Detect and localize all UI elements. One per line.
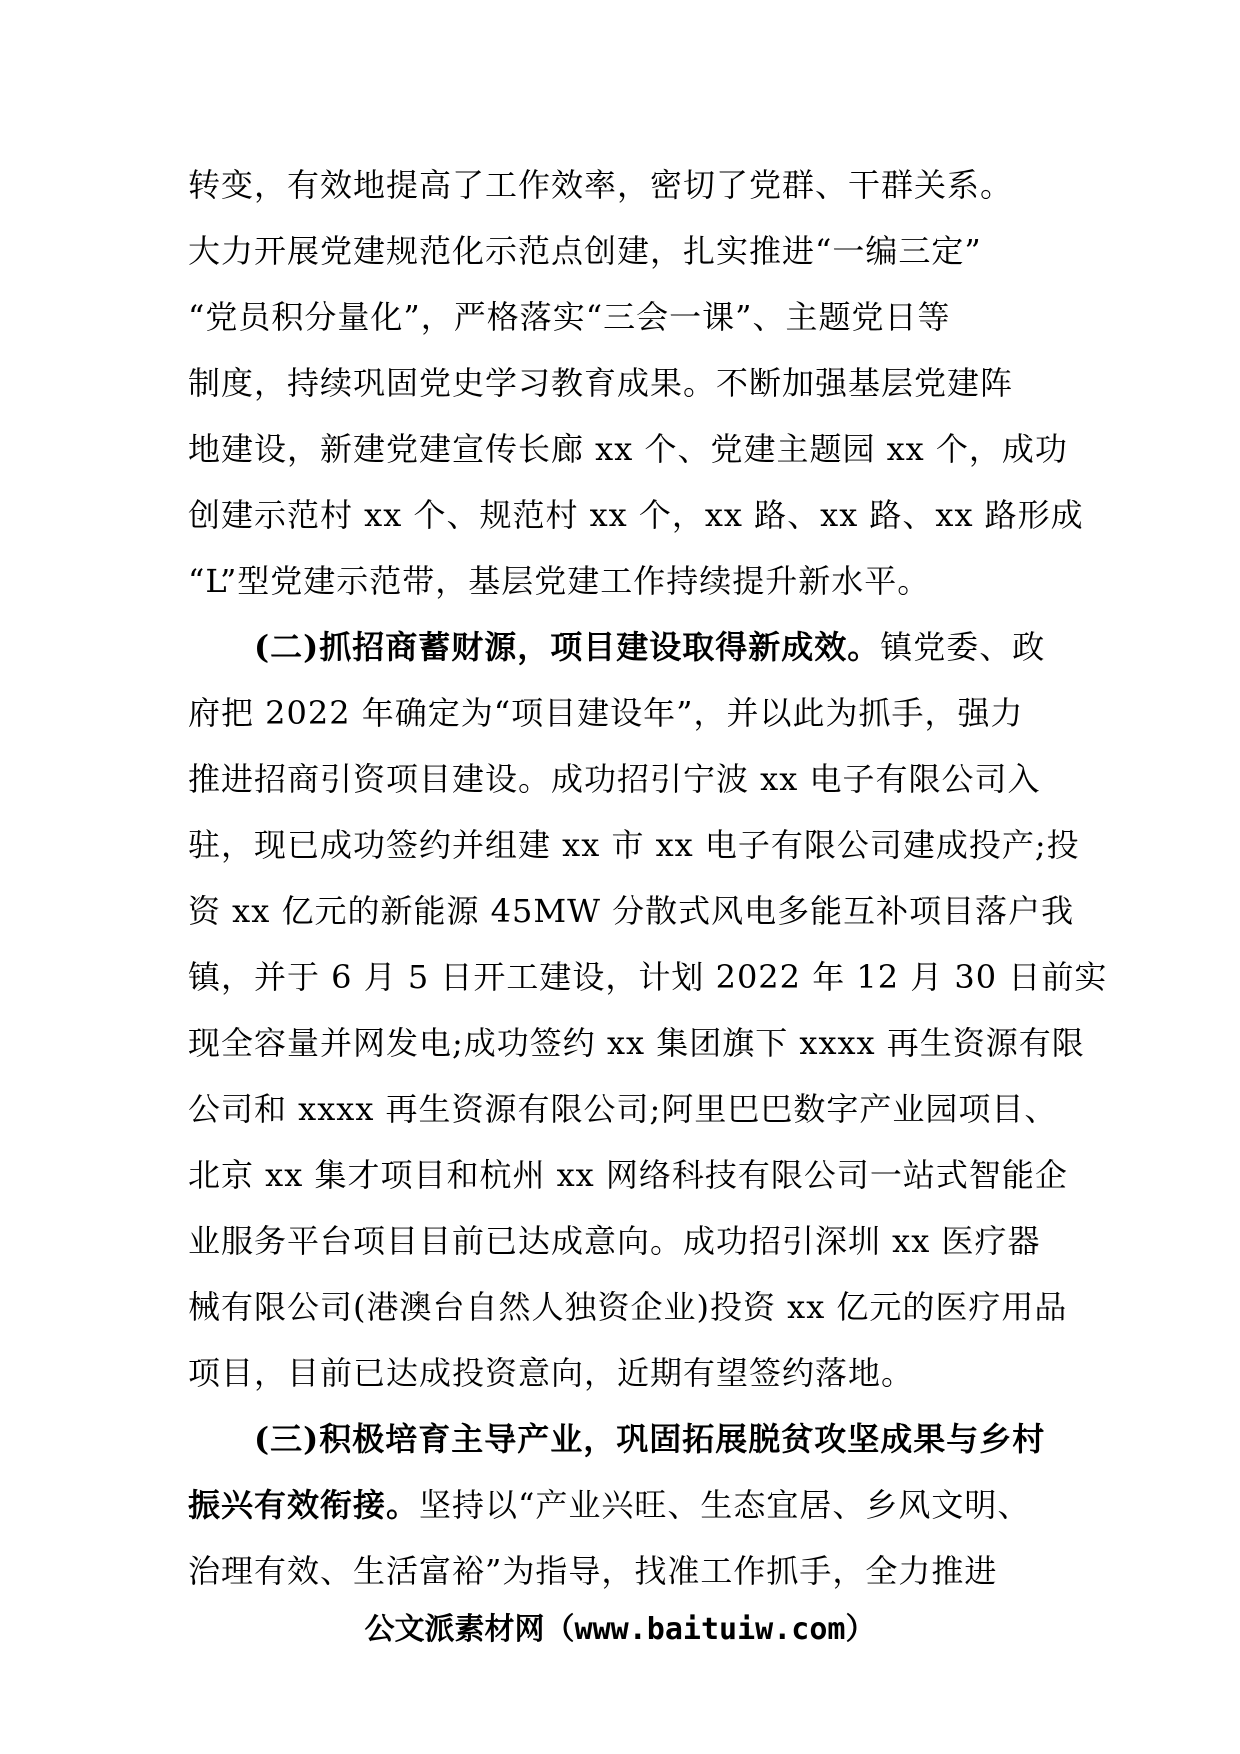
section-heading: (二)抓招商蓄财源，项目建设取得新成效。 — [254, 628, 881, 666]
paragraph-line: 项目，目前已达成投资意向，近期有望签约落地。 — [188, 1354, 915, 1392]
paragraph-line: 推进招商引资项目建设。成功招引宁波 xx 电子有限公司入 — [188, 760, 1041, 798]
paragraph-line: “党员积分量化”，严格落实“三会一课”、主题党日等 — [188, 298, 951, 336]
section-heading-line: (二)抓招商蓄财源，项目建设取得新成效。镇党委、政 — [254, 628, 1046, 666]
page-footer: 公文派素材网（www.baituiw.com） — [364, 1612, 876, 1647]
paragraph-line: “L”型党建示范带，基层党建工作持续提升新水平。 — [188, 562, 931, 600]
section-heading-line: 振兴有效衔接。坚持以“产业兴旺、生态宜居、乡风文明、 — [188, 1486, 1031, 1524]
paragraph-line: 北京 xx 集才项目和杭州 xx 网络科技有限公司一站式智能企 — [188, 1156, 1068, 1194]
paragraph-line: 创建示范村 xx 个、规范村 xx 个，xx 路、xx 路、xx 路形成 — [188, 496, 1084, 534]
section-heading-continuation: 振兴有效衔接。 — [188, 1486, 420, 1524]
paragraph-line: 制度，持续巩固党史学习教育成果。不断加强基层党建阵 — [188, 364, 1014, 402]
paragraph-line: 资 xx 亿元的新能源 45MW 分散式风电多能互补项目落户我 — [188, 892, 1075, 930]
paragraph-line: 现全容量并网发电;成功签约 xx 集团旗下 xxxx 再生资源有限 — [188, 1024, 1085, 1062]
paragraph-line: 公司和 xxxx 再生资源有限公司;阿里巴巴数字产业园项目、 — [188, 1090, 1058, 1128]
paragraph-line: 转变，有效地提高了工作效率，密切了党群、干群关系。 — [188, 166, 1014, 204]
paragraph-line: 镇，并于 6 月 5 日开工建设，计划 2022 年 12 月 30 日前实 — [188, 958, 1108, 996]
section-heading: (三)积极培育主导产业，巩固拓展脱贫攻坚成果与乡村 — [254, 1420, 1046, 1458]
section-heading-line — [254, 1404, 1088, 1474]
paragraph-line: 地建设，新建党建宣传长廊 xx 个、党建主题园 xx 个，成功 — [188, 430, 1068, 468]
paragraph-line: 业服务平台项目目前已达成意向。成功招引深圳 xx 医疗器 — [188, 1222, 1041, 1260]
paragraph-line: 驻，现已成功签约并组建 xx 市 xx 电子有限公司建成投产;投 — [188, 826, 1080, 864]
paragraph-line: 械有限公司(港澳台自然人独资企业)投资 xx 亿元的医疗用品 — [188, 1288, 1068, 1326]
paragraph-line: 治理有效、生活富裕”为指导，找准工作抓手，全力推进 — [188, 1552, 998, 1590]
paragraph-line: 府把 2022 年确定为“项目建设年”，并以此为抓手，强力 — [188, 694, 1024, 732]
paragraph-line: 大力开展党建规范化示范点创建，扎实推进“一编三定” — [188, 232, 982, 270]
